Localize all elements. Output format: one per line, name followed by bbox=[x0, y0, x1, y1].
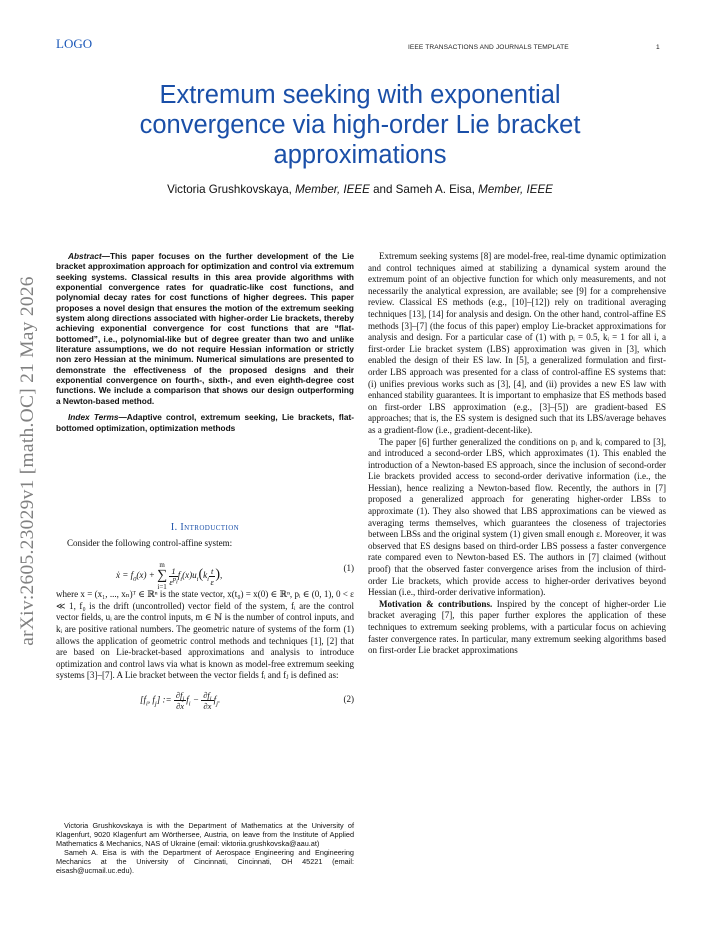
abstract-label: Abstract— bbox=[68, 251, 110, 261]
footnote-2: Sameh A. Eisa is with the Department of Aerospace Engineering and Engineering Mechanics at the University of Cincinnati, Cincinnati, OH 45221 (email: eisash@ucmail.uc.edu). bbox=[56, 847, 354, 875]
abstract bbox=[56, 251, 354, 433]
arxiv-stamp bbox=[16, 245, 40, 677]
section-number: I. bbox=[170, 522, 178, 533]
motivation-text: Inspired by the concept of higher-order Lie bracket averaging [7], this paper further explores the application of these techniques to extremum seeking problems, with a particular focus on achieving faster convergence rates. In particular, many extremum seeking algorithms based on first-order Lie bracket approximations bbox=[368, 598, 666, 656]
intro-paragraph-1: Consider the following control-affine system: bbox=[67, 537, 233, 548]
right-column bbox=[368, 251, 666, 657]
logo: LOGO bbox=[56, 36, 93, 51]
arxiv-id: arXiv:2605.23029v1 [math.OC] 21 May 2026 bbox=[17, 276, 38, 646]
author-and: and bbox=[373, 183, 393, 196]
motivation-lead: Motivation & contributions. bbox=[379, 598, 493, 609]
equation-1-number: (1) bbox=[343, 563, 354, 574]
page-number: 1 bbox=[656, 44, 660, 51]
author-line bbox=[90, 183, 630, 196]
section-title: Introduction bbox=[180, 522, 240, 533]
right-paragraph-2: The paper [6] further generalized the conditions on pᵢ and kᵢ compared to [3], and introduced a second-order LBS, which approximates (1). This enabled the introduction of a Newton-based ES approach, since the inclusion of second-order Lie brackets provided access to second-order derivative information (i.e., the Hessian), hence realizing a Newton-based flow. Recently, the authors in [7] proposed a generalized approach for generating higher-order LBSs to approximate (1). They also showed that LBS approximations can be viewed as averaging terms themselves, which guarantees the closeness of trajectories between LBSs and the original system (1) given small enough ε. Moreover, it was observed that ES designs based on third-order LBS possess a faster convergence rate compared even to Newton-based ES. The authors in [7] claimed (without proof) that the observed faster convergence arises from the inclusion of third-order Lie brackets, which provide access to higher-order derivatives beyond Hessian (i.e., third-order derivative information). bbox=[368, 436, 666, 598]
index-terms-text: Adaptive control, extremum seeking, Lie brackets, flat-bottomed optimization, optimization methods bbox=[56, 412, 354, 433]
running-head: IEEE TRANSACTIONS AND JOURNALS TEMPLATE bbox=[408, 44, 569, 51]
footnote-1: Victoria Grushkovskaya is with the Department of Mathematics at the University of Klagenfurt, 9020 Klagenfurt am Wörthersee, Austria, on leave from the Institute of Applied Mathematics & Mechanics, NAS of Ukraine (email: viktoriia.grushkovska@aau.at) bbox=[56, 821, 354, 848]
intro-paragraph-2: where x = (x₁, ..., xₙ)ᵀ ∈ ℝⁿ is the state vector, x(t₀) = x(0) ∈ ℝⁿ, pᵢ ∈ (0, 1), 0 < ε ≪ 1, f₀ is the drift (uncontrolled) vector field of the system, fᵢ are the control vector fields, uᵢ are the control inputs, m ∈ ℕ is the number of control inputs, and kᵢ are positive rational numbers. The geometric nature of systems of the form (1) allows the application of geometric control methods and techniques [1], [2] that are based on Lie-bracket-based approximations and analysis to introduce optimization and control laws via what is known as model-free extremum seeking systems [3]–[7]. A Lie bracket between the vector fields fᵢ and fⱼ is defined as: bbox=[56, 589, 354, 681]
equation-2 bbox=[56, 684, 354, 716]
author-1: Victoria Grushkovskaya, bbox=[167, 183, 292, 196]
equation-1 bbox=[56, 551, 354, 592]
index-terms-label: Index Terms— bbox=[68, 412, 127, 423]
author-2: Sameh A. Eisa, bbox=[395, 183, 475, 196]
equation-2-body: [$f_i$, $f_j$] := $\frac{\partial f_j}{\partial x}$ $f_i$ − $\frac{\partial f_i}{\partial x}$ $f_j$. bbox=[140, 689, 221, 711]
left-column bbox=[56, 251, 354, 433]
right-paragraph-1: Extremum seeking systems [8] are model-free, real-time dynamic optimization and control techniques aimed at stabilizing a dynamical system around the extremum point of an objective function for which only measurements, and not necessarily the analytical expression, are available; see [9] for a comprehensive review. Classical ES methods (e.g., [10]–[12]) rely on traditional averaging techniques [13], [14] for analysis and design. On the other hand, control-affine ES methods [3]–[7] (the focus of this paper) employ Lie-bracket approximations for analysis and design. For a particular case of (1) with pᵢ = 0.5, kᵢ = 1 for all i, a first-order Lie bracket system (LBS) approximation was given in [3], which enabled the design of their ES law. In [5], a generalized formulation and first-order LBS approach was presented for a class of control-affine ES systems that: (i) unifies previous works such as [3], [4], and (ii) provides a new ES law with enhanced stability guarantees. It is important to emphasize that ES methods based on first-order LBS approximation (e.g., [3]–[5]) are gradient-based ES approaches; that is, the ES system is designed such that its LBS/average behaves as a gradient-flow (i.e., gradient-decent-like). bbox=[368, 251, 666, 435]
section-introduction bbox=[56, 522, 354, 716]
section-heading bbox=[56, 522, 354, 534]
author-1-role: Member, IEEE bbox=[295, 183, 370, 196]
paper-title: Extremum seeking with exponential convergence via high-order Lie bracket approximations bbox=[139, 81, 581, 169]
right-paragraph-3 bbox=[368, 599, 666, 657]
author-2-role: Member, IEEE bbox=[478, 183, 553, 196]
footnotes bbox=[56, 822, 354, 875]
abstract-text: This paper focuses on the further development of the Lie bracket approximation approach for optimization and control via extremum seeking systems. Classical results in this area provide algorithms with exponential convergence rates for quadratic-like cost functions, and polynomial decay rates for cost functions of higher degrees. This paper proposes a novel design that ensures the motion of the extremum seeking system along directions associated with higher-order Lie brackets, thereby achieving exponential convergence for cost functions that are “flat-bottomed”, i.e., polynomial-like but of degree greater than two and unlike literature assumptions, we do not require Hessian information or strictly non zero Hessian at the minimum. Numerical simulations are presented to demonstrate the effectiveness of the proposed designs and their exponential convergence on fourth-, sixth-, and even eighth-degree cost functions. We include a comparison that shows our design outperforming a Newton-based method. bbox=[56, 251, 354, 406]
equation-1-body: ẋ = $f_0(x) + m$ ∑ i=1 $\frac{1}{\varepsilon^{p_i}}$ $f_i(x)u_i(k_i$ $\frac{t}{\varepsilon}$ ), bbox=[116, 561, 223, 592]
equation-2-number: (2) bbox=[343, 693, 354, 704]
